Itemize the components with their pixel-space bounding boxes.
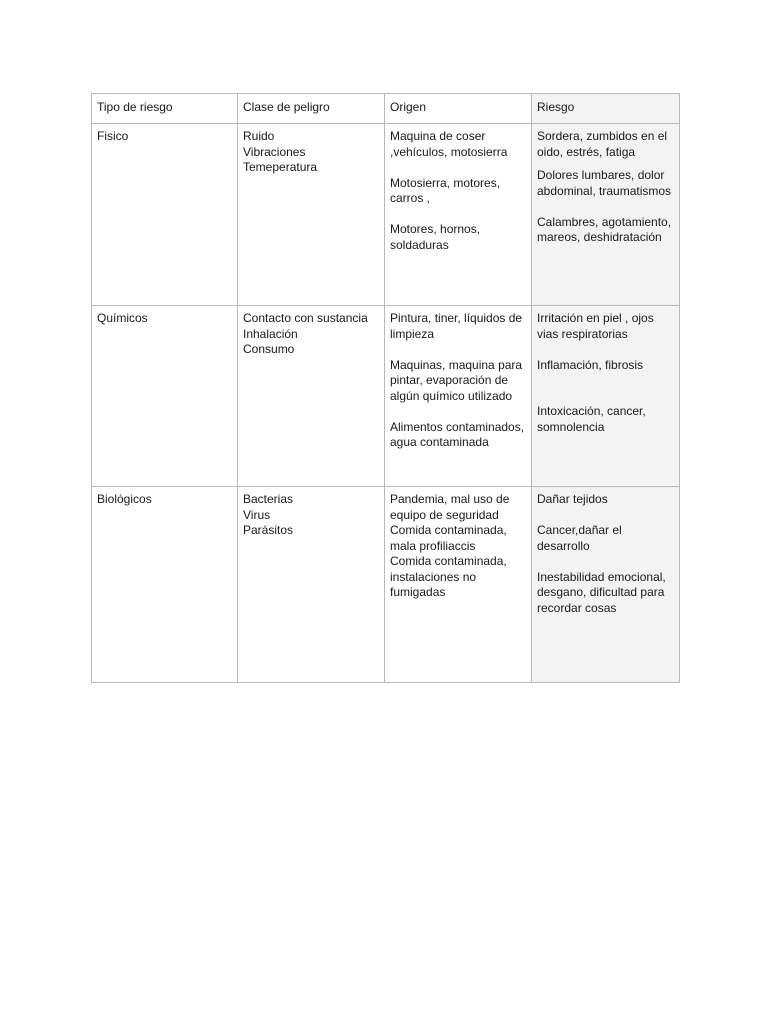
risk-table bbox=[91, 93, 680, 683]
riesgo-item: Sordera, zumbidos en el oido, estrés, fatiga bbox=[537, 129, 668, 159]
table-row bbox=[92, 306, 680, 487]
cell-riesgo bbox=[532, 487, 680, 683]
clase-item: Bacterias bbox=[243, 492, 294, 506]
riesgo-item: Dañar tejidos bbox=[537, 492, 608, 506]
tipo-label: Químicos bbox=[97, 311, 148, 325]
clase-item: Inhalación bbox=[243, 326, 298, 341]
header-row bbox=[92, 94, 680, 124]
origen-item: Comida contaminada, instalaciones no fumigadas bbox=[390, 554, 507, 599]
clase-item: Parásitos bbox=[243, 523, 294, 537]
origen-item: Motores, hornos, soldaduras bbox=[390, 222, 481, 252]
table-row bbox=[92, 487, 680, 683]
table-row bbox=[92, 124, 680, 306]
clase-item: Vibraciones bbox=[243, 144, 306, 159]
clase-item: Virus bbox=[243, 507, 271, 522]
riesgo-item: Inflamación, fibrosis bbox=[537, 357, 644, 372]
cell-origen bbox=[385, 124, 532, 306]
riesgo-item: Intoxicación, cancer, somnolencia bbox=[537, 404, 646, 434]
tipo-label: Fisico bbox=[97, 129, 129, 143]
origen-item: Motosierra, motores, carros , bbox=[390, 175, 501, 205]
riesgo-item: Dolores lumbares, dolor abdominal, traumatismos bbox=[537, 168, 672, 198]
riesgo-item: Calambres, agotamiento, mareos, deshidratación bbox=[537, 214, 672, 244]
origen-item: Comida contaminada, mala profiliaccis bbox=[390, 523, 507, 553]
header-origen: Origen bbox=[385, 94, 532, 124]
cell-clase bbox=[238, 306, 385, 487]
header-riesgo: Riesgo bbox=[532, 94, 680, 124]
cell-tipo bbox=[92, 487, 238, 683]
cell-clase bbox=[238, 124, 385, 306]
header-clase-de-peligro: Clase de peligro bbox=[238, 94, 385, 124]
riesgo-item: Cancer,dañar el desarrollo bbox=[537, 523, 622, 553]
riesgo-item: Irritación en piel , ojos vias respiratorias bbox=[537, 311, 654, 341]
cell-riesgo bbox=[532, 124, 680, 306]
cell-clase bbox=[238, 487, 385, 683]
header-tipo-de-riesgo: Tipo de riesgo bbox=[92, 94, 238, 124]
origen-item: Alimentos contaminados, agua contaminada bbox=[390, 419, 525, 449]
clase-item: Ruido bbox=[243, 129, 275, 143]
riesgo-item: Inestabilidad emocional, desgano, dificultad para recordar cosas bbox=[537, 569, 666, 615]
clase-item: Temeperatura bbox=[243, 160, 318, 174]
tipo-label: Biológicos bbox=[97, 492, 152, 506]
origen-item: Pandemia, mal uso de equipo de seguridad bbox=[390, 492, 510, 522]
origen-item: Maquina de coser ,vehículos, motosierra bbox=[390, 129, 508, 159]
origen-item: Pintura, tiner, líquidos de limpieza bbox=[390, 311, 523, 341]
cell-tipo bbox=[92, 124, 238, 306]
clase-item: Consumo bbox=[243, 342, 295, 356]
origen-item: Maquinas, maquina para pintar, evaporación de algún químico utilizado bbox=[390, 357, 523, 403]
cell-riesgo bbox=[532, 306, 680, 487]
cell-tipo bbox=[92, 306, 238, 487]
clase-item: Contacto con sustancia bbox=[243, 311, 368, 325]
cell-origen bbox=[385, 487, 532, 683]
cell-origen bbox=[385, 306, 532, 487]
